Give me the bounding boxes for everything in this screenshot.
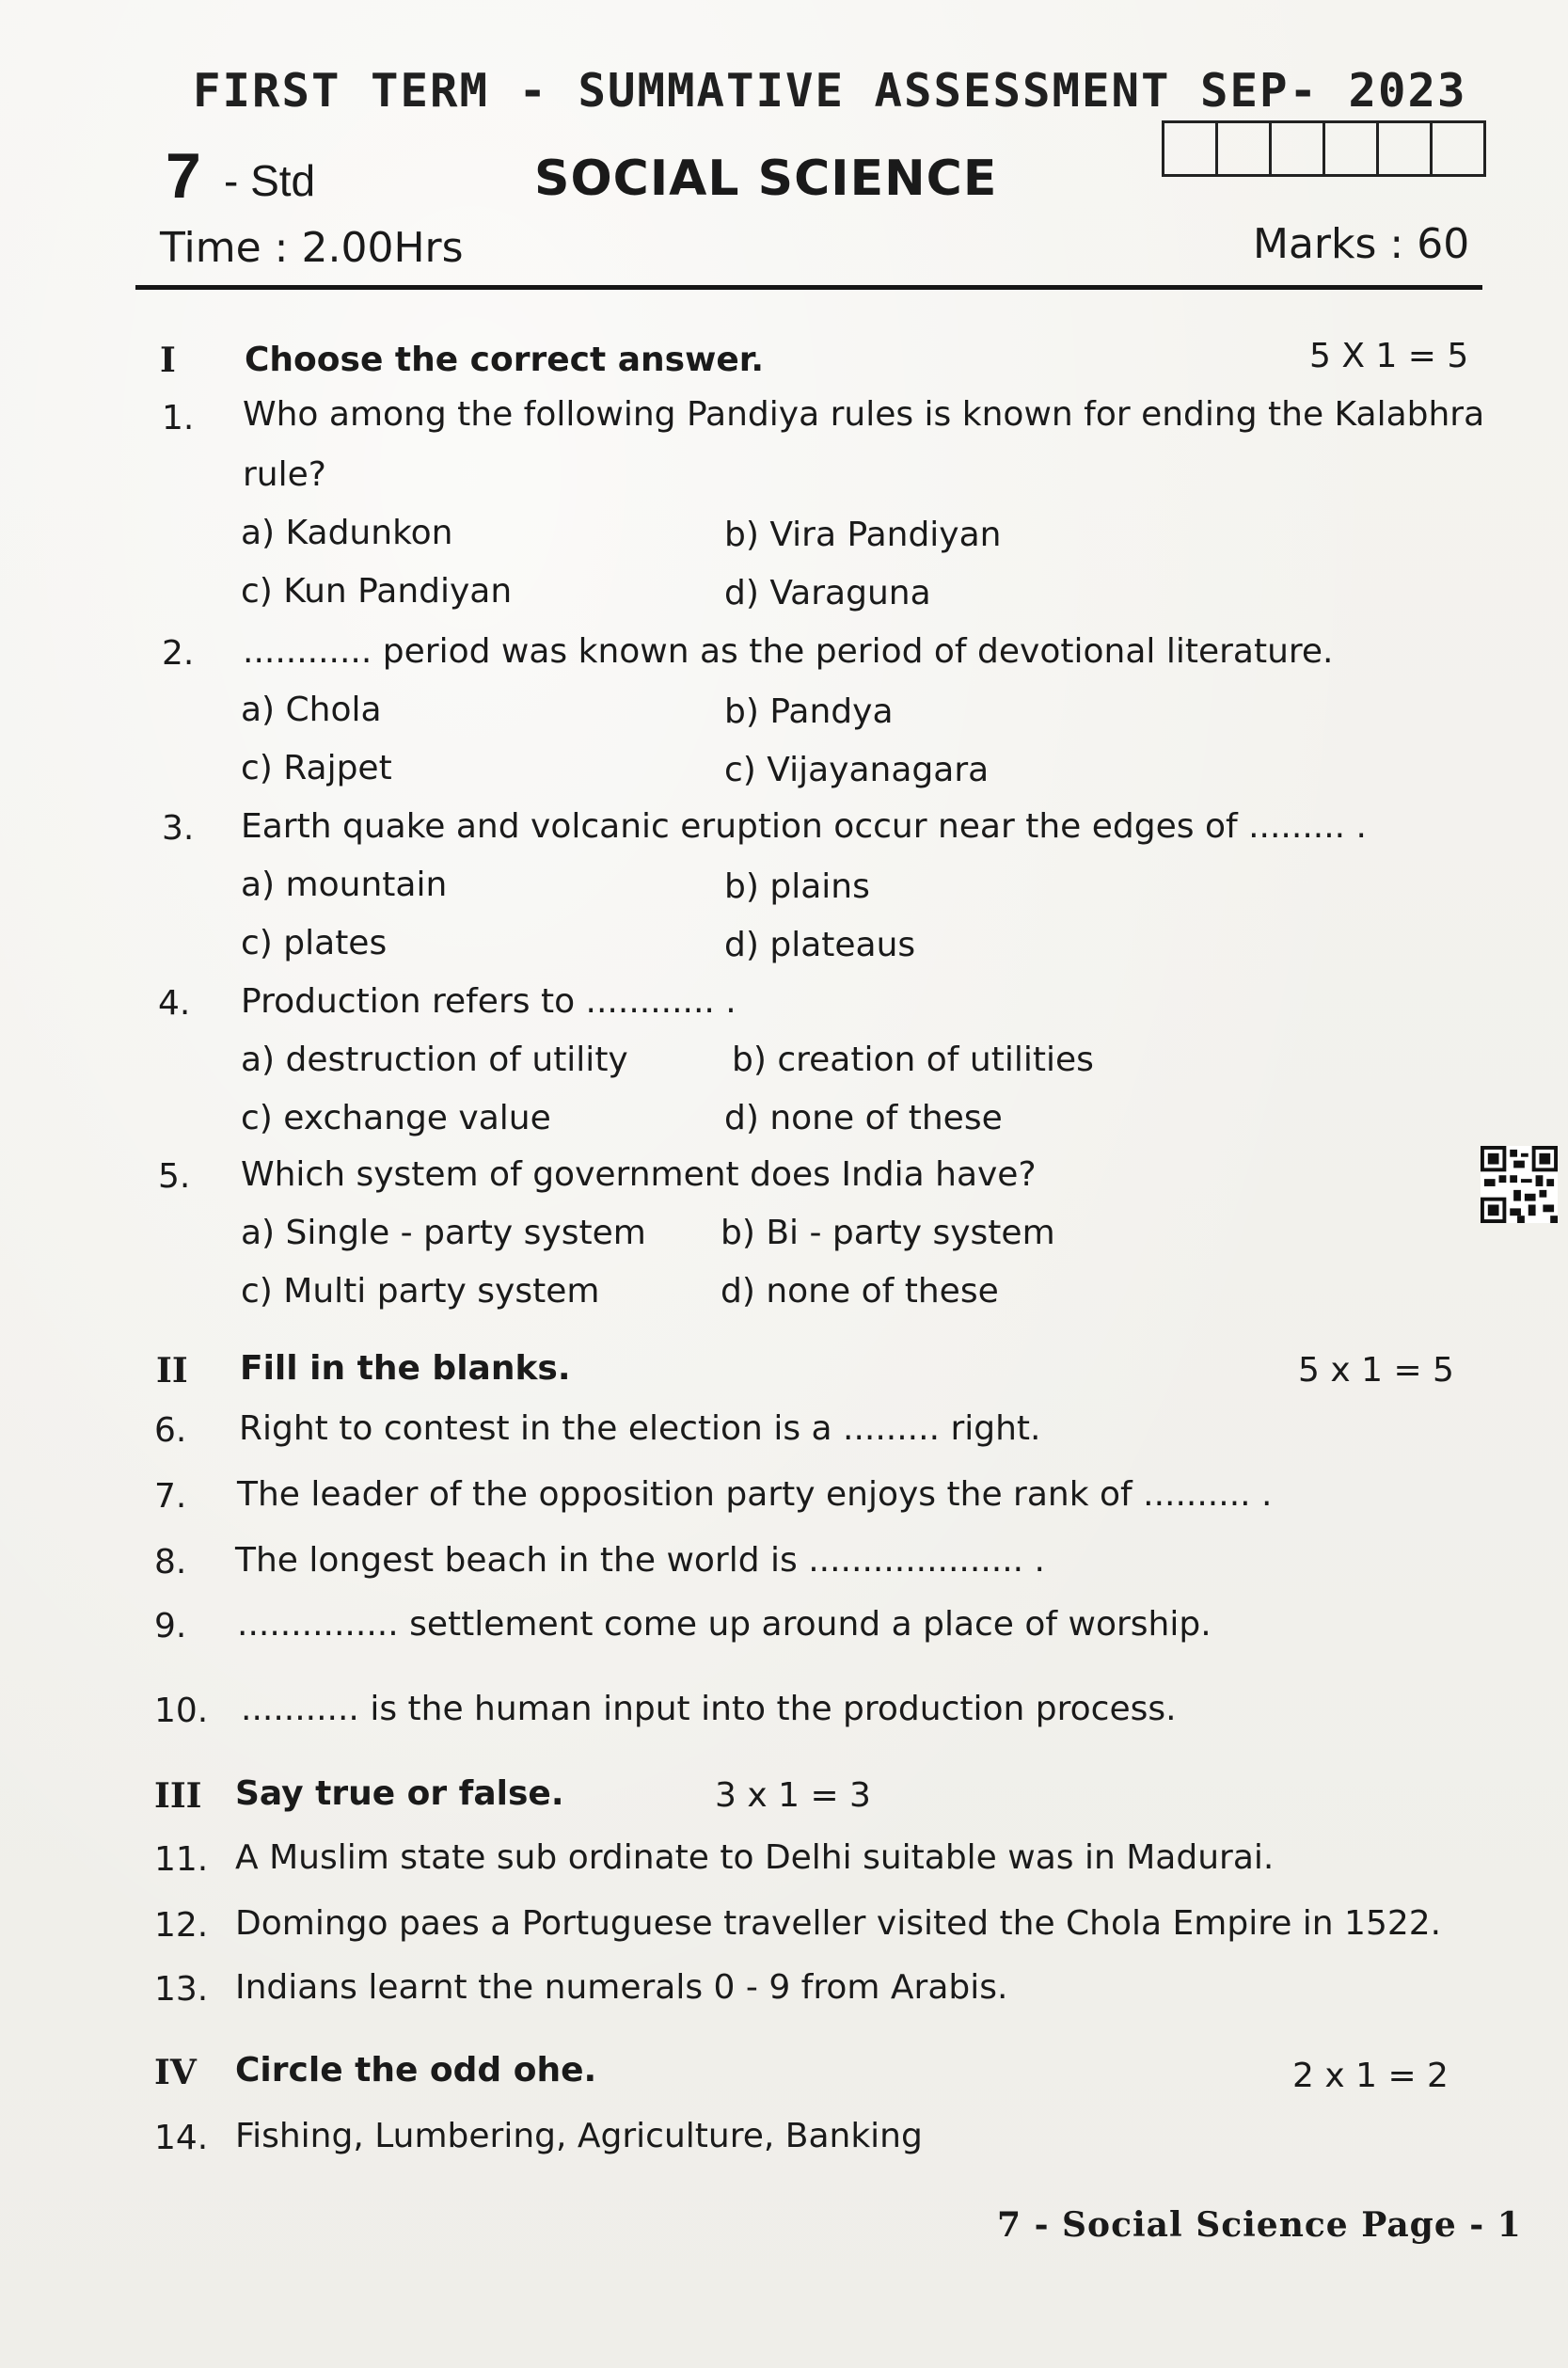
section-title: Circle the odd ohe. <box>235 2051 597 2090</box>
question-number: 10. <box>154 1692 209 1730</box>
marks-label: Marks : 60 <box>1253 220 1470 268</box>
section-marks: 2 x 1 = 2 <box>1292 2057 1449 2095</box>
option-a: a) Chola <box>241 691 382 729</box>
qr-code-icon <box>1481 1146 1558 1223</box>
register-number-boxes <box>1162 120 1486 177</box>
option-b: b) plains <box>724 867 870 906</box>
option-a: a) Single - party system <box>241 1214 646 1252</box>
section-title: Choose the correct answer. <box>245 341 765 379</box>
question-number: 14. <box>154 2119 209 2157</box>
option-c: c) Kun Pandiyan <box>241 572 513 611</box>
header-divider <box>135 285 1482 290</box>
question-number: 6. <box>154 1411 187 1450</box>
question-text: The longest beach in the world is .................... . <box>235 1541 1045 1580</box>
section-title: Say true or false. <box>235 1774 564 1813</box>
section-number: I <box>160 341 176 380</box>
option-b: b) Vira Pandiyan <box>724 516 1002 554</box>
question-number: 13. <box>154 1970 209 2009</box>
section-marks: 5 X 1 = 5 <box>1309 337 1469 375</box>
subject-title: SOCIAL SCIENCE <box>534 151 998 207</box>
question-text: Earth quake and volcanic eruption occur near the edges of ......... . <box>241 807 1367 846</box>
question-number: 4. <box>158 984 191 1023</box>
std-number: 7 <box>166 140 201 212</box>
option-a: a) destruction of utility <box>241 1041 628 1079</box>
question-text: Indians learnt the numerals 0 - 9 from Arabis. <box>235 1968 1008 2007</box>
question-text: Fishing, Lumbering, Agriculture, Banking <box>235 2117 923 2155</box>
question-number: 8. <box>154 1543 187 1581</box>
option-a: a) Kadunkon <box>241 514 453 552</box>
question-text: ............... settlement come up around a place of worship. <box>237 1605 1212 1644</box>
question-number: 12. <box>154 1906 209 1945</box>
option-d: d) Varaguna <box>724 574 931 612</box>
question-text: A Muslim state sub ordinate to Delhi suitable was in Madurai. <box>235 1838 1275 1877</box>
question-text: ........... is the human input into the production process. <box>241 1690 1177 1728</box>
option-d: c) Vijayanagara <box>724 751 990 789</box>
option-b: b) Pandya <box>724 692 894 731</box>
page-footer: 7 - Social Science Page - 1 <box>997 2205 1522 2245</box>
question-text-cont: rule? <box>243 455 326 494</box>
exam-title: FIRST TERM - SUMMATIVE ASSESSMENT SEP- 2023 <box>193 64 1467 118</box>
section-number: III <box>154 1776 202 1816</box>
option-c: c) Rajpet <box>241 749 392 787</box>
question-number: 11. <box>154 1840 209 1879</box>
option-d: d) plateaus <box>724 926 916 964</box>
question-text: ............ period was known as the period of devotional literature. <box>243 632 1334 671</box>
option-c: c) plates <box>241 924 388 962</box>
option-a: a) mountain <box>241 866 448 904</box>
question-number: 5. <box>158 1157 191 1196</box>
section-marks: 3 x 1 = 3 <box>715 1776 871 1815</box>
section-number: IV <box>154 2053 197 2092</box>
section-title: Fill in the blanks. <box>240 1349 571 1388</box>
option-c: c) exchange value <box>241 1099 551 1137</box>
question-number: 2. <box>162 634 195 673</box>
question-text: Who among the following Pandiya rules is known for ending the Kalabhra <box>243 395 1485 434</box>
question-number: 7. <box>154 1477 187 1516</box>
time-label: Time : 2.00Hrs <box>160 224 464 272</box>
option-b: b) creation of utilities <box>732 1041 1094 1079</box>
option-d: d) none of these <box>724 1099 1003 1137</box>
question-text: Right to contest in the election is a ......... right. <box>239 1409 1041 1448</box>
section-number: II <box>156 1351 188 1391</box>
section-marks: 5 x 1 = 5 <box>1298 1351 1454 1390</box>
std-label: - Std <box>224 156 316 205</box>
option-d: d) none of these <box>721 1272 999 1311</box>
question-number: 3. <box>162 809 195 848</box>
question-number: 1. <box>162 399 195 437</box>
option-c: c) Multi party system <box>241 1272 600 1311</box>
question-number: 9. <box>154 1607 187 1645</box>
question-text: The leader of the opposition party enjoys the rank of .......... . <box>237 1475 1273 1514</box>
question-text: Production refers to ............ . <box>241 982 736 1021</box>
question-text: Which system of government does India have? <box>241 1155 1037 1194</box>
option-b: b) Bi - party system <box>721 1214 1055 1252</box>
question-text: Domingo paes a Portuguese traveller visited the Chola Empire in 1522. <box>235 1904 1442 1943</box>
